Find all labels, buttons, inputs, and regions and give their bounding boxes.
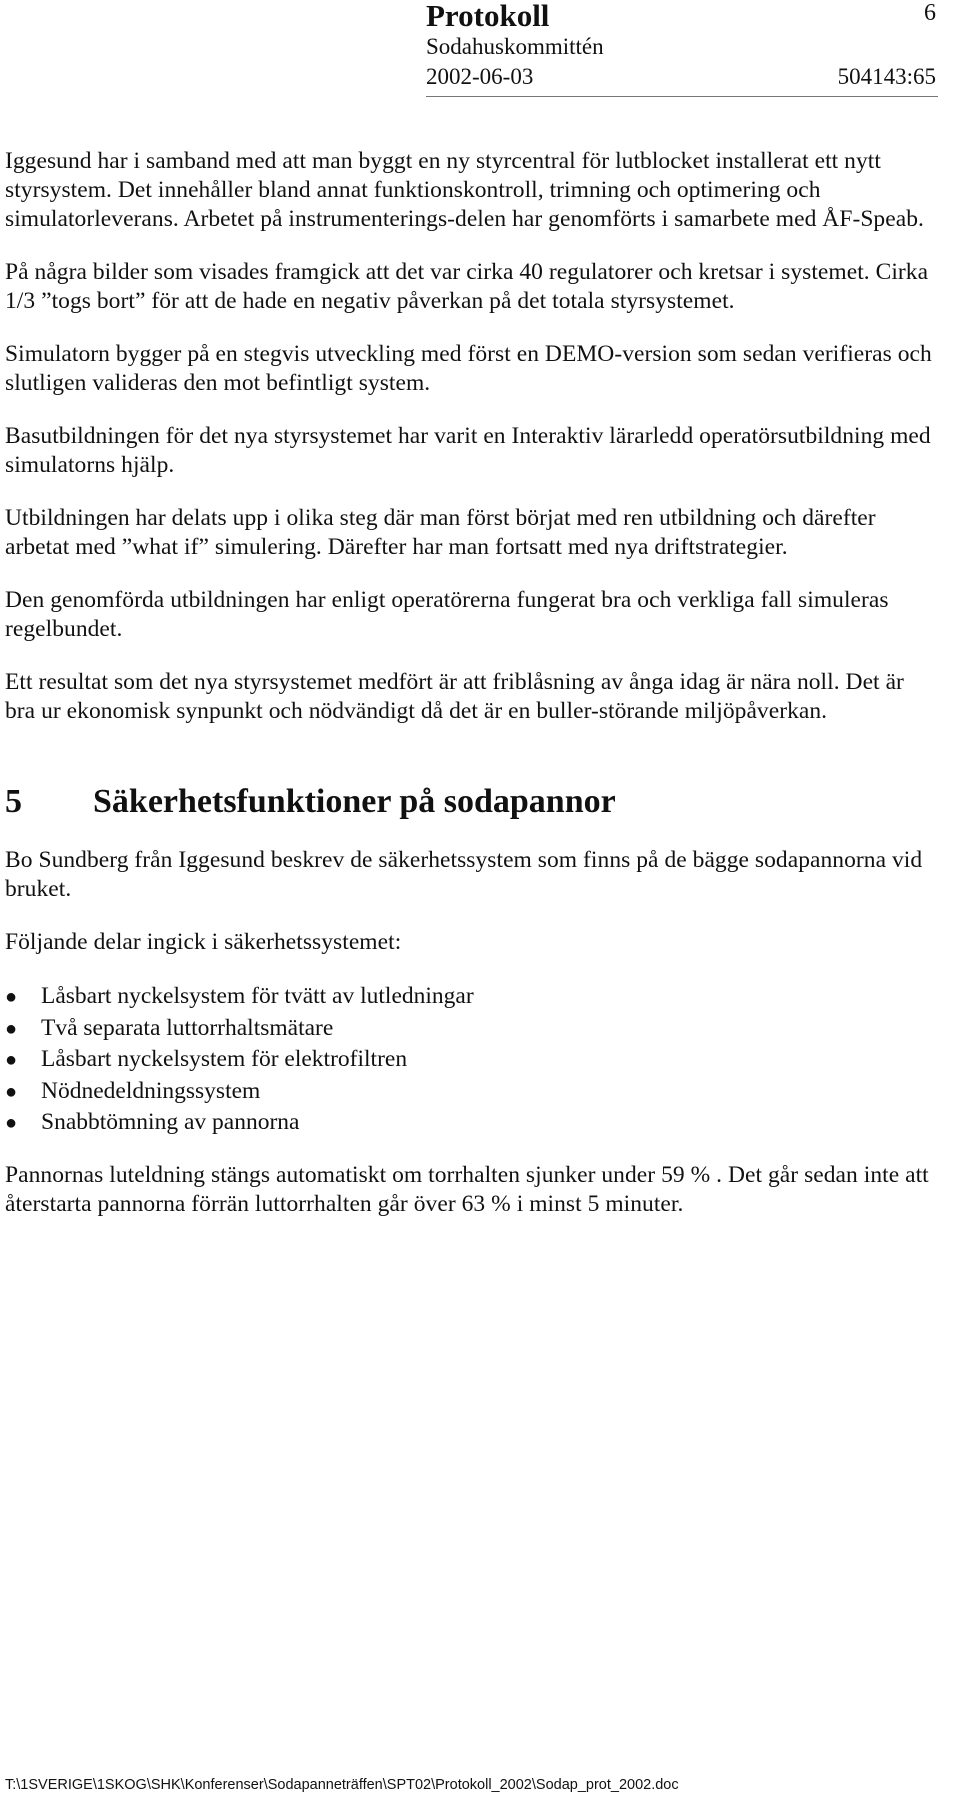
list-item xyxy=(5,1076,935,1108)
body-paragraph: Utbildningen har delats upp i olika steg där man först börjat med ren utbildning och därefter arbetat med ”what if” simulering. Därefter har man fortsatt med nya driftstrategier. xyxy=(5,505,876,560)
list-item xyxy=(5,1013,935,1045)
section-title: Säkerhetsfunktioner på sodapannor xyxy=(93,783,616,820)
header-title: Protokoll xyxy=(426,0,550,33)
bullet-icon: ● xyxy=(5,1049,18,1071)
list-item-text: Nödnedeldningssystem xyxy=(41,1077,261,1104)
body-paragraph: Bo Sundberg från Iggesund beskrev de säkerhetssystem som finns på de bägge sodapannorna vid bruket. xyxy=(5,847,923,902)
page-number: 6 xyxy=(924,0,936,26)
list-item xyxy=(5,981,935,1013)
header-doc-number: 504143:65 xyxy=(837,64,936,89)
body-paragraph: På några bilder som visades framgick att det var cirka 40 regulatorer och kretsar i systemet. Cirka 1/3 ”togs bort” för att de hade en negativ påverkan på det totala styrsystemet. xyxy=(5,259,929,314)
bullet-list xyxy=(5,981,935,1139)
header-divider xyxy=(426,96,938,97)
bullet-icon: ● xyxy=(5,1017,18,1040)
body-paragraph: Iggesund har i samband med att man byggt en ny styrcentral för lutblocket installerat ett nytt styrsystem. Det innehåller bland annat funktionskontroll, trimning och optimering och simulatorleverans. Arbetet på instrumenterings-delen har genomförts i samarbete med ÅF-Speab. xyxy=(5,148,924,232)
body-paragraph: Basutbildningen för det nya styrsystemet har varit en Interaktiv lärarledd operatörsutbildning med simulatorns hjälp. xyxy=(5,423,931,478)
body-paragraph: Följande delar ingick i säkerhetssystemet: xyxy=(5,929,402,955)
list-item-text: Låsbart nyckelsystem för elektrofiltren xyxy=(41,1046,408,1072)
list-item xyxy=(5,1107,935,1139)
section-number: 5 xyxy=(5,783,22,820)
body-paragraph: Pannornas luteldning stängs automatiskt om torrhalten sjunker under 59 % . Det går sedan inte att återstarta pannorna förrän luttorrhalten går över 63 % i minst 5 minuter. xyxy=(5,1161,929,1217)
bullet-icon: ● xyxy=(5,1112,18,1134)
document-body xyxy=(5,147,935,1243)
header-date: 2002-06-03 xyxy=(426,64,534,89)
footer-file-path: T:\1SVERIGE\1SKOG\SHK\Konferenser\Sodapanneträffen\SPT02\Protokoll_2002\Sodap_prot_2002.doc xyxy=(5,1777,679,1793)
list-item-text: Två separata luttorrhaltsmätare xyxy=(41,1014,334,1041)
body-paragraph: Ett resultat som det nya styrsystemet medfört är att friblåsning av ånga idag är nära noll. Det är bra ur ekonomisk synpunkt och nödvändigt då det är en buller-störande miljöpåverkan. xyxy=(5,669,904,724)
list-item-text: Snabbtömning av pannorna xyxy=(41,1109,300,1135)
list-item-text: Låsbart nyckelsystem för tvätt av lutledningar xyxy=(41,983,474,1009)
bullet-icon: ● xyxy=(5,1080,18,1103)
body-paragraph: Den genomförda utbildningen har enligt operatörerna fungerat bra och verkliga fall simuleras regelbundet. xyxy=(5,587,889,642)
body-paragraph: Simulatorn bygger på en stegvis utveckling med först en DEMO-version som sedan verifieras och slutligen valideras den mot befintligt system. xyxy=(5,341,932,396)
bullet-icon: ● xyxy=(5,986,18,1008)
section-heading xyxy=(5,782,935,822)
header-committee: Sodahuskommittén xyxy=(426,34,604,59)
list-item xyxy=(5,1044,935,1076)
